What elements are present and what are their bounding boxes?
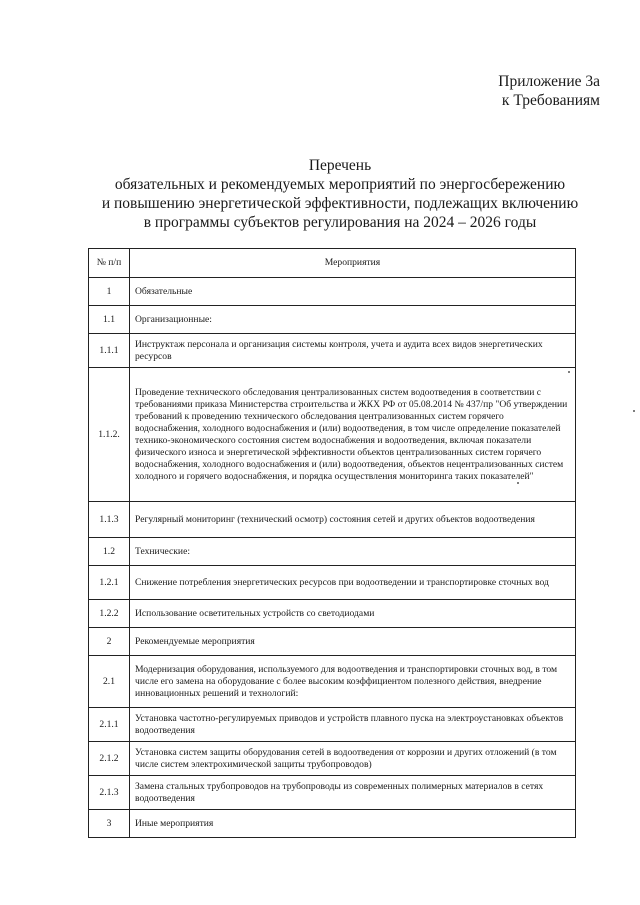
row-text: Технические: [130,538,576,566]
table-row [89,810,576,838]
row-text: Установка частотно-регулируемых приводов и устройств плавного пуска на электроустановках объектов водоотведения [130,708,576,742]
table-row [89,600,576,628]
appendix-line-1: Приложение 3а [498,73,600,90]
table-header-row [89,249,576,278]
table-row [89,334,576,368]
row-text: Рекомендуемые мероприятия [130,628,576,656]
table-row [89,306,576,334]
row-text: Замена стальных трубопроводов на трубопроводы из современных полимерных материалов в сетях водоотведения [130,776,576,810]
table-row [89,708,576,742]
table-row [89,656,576,708]
row-num: 1.1.3 [89,502,130,538]
measures-table [88,248,576,838]
row-text: Регулярный мониторинг (технический осмотр) состояния сетей и других объектов водоотведения [130,502,576,538]
title-line-3: и повышению энергетической эффективности, подлежащих включению [101,195,579,212]
row-num: 1.1.2. [89,368,130,502]
row-text: Проведение технического обследования централизованных систем водоотведения в соответствии с требованиями приказа Министерства строительства и ЖКХ РФ от 05.08.2014 № 437/пр "Об утверждении требований к проведению технического обследования централизованных систем горячего водоснабжения, холодного водоснабжения и (или) водоотведения, в том числе определение показателей технико-экономического состояния систем водоснабжения и водоотведения, включая показатели физического износа и энергетической эффективности объектов централизованных систем горячего водоснабжения, холодного водоснабжения и (или) водоотведения, объектов нецентрализованных систем холодного и горячего водоснабжения, и порядка осуществления мониторинга таких показателей" [130,368,576,502]
row-num: 3 [89,810,130,838]
row-num: 1.1.1 [89,334,130,368]
scan-speck [517,482,519,484]
row-num: 2.1.3 [89,776,130,810]
appendix-reference [498,72,600,110]
appendix-line-2: к Требованиям [501,92,600,109]
title-line-4: в программы субъектов регулирования на 2024 – 2026 годы [143,214,537,231]
row-num: 1.1 [89,306,130,334]
header-measure: Мероприятия [130,249,576,278]
table-row [89,538,576,566]
row-num: 2.1.1 [89,708,130,742]
row-num: 1 [89,278,130,306]
table-row [89,628,576,656]
row-num: 2 [89,628,130,656]
table-row [89,566,576,600]
row-text: Установка систем защиты оборудования сетей в водоотведения от коррозии и других отложений (в том числе систем электрохимической защиты трубопроводов) [130,742,576,776]
table-row [89,502,576,538]
row-num: 1.2.2 [89,600,130,628]
row-num: 2.1.2 [89,742,130,776]
row-text: Снижение потребления энергетических ресурсов при водоотведении и транспортировке сточных вод [130,566,576,600]
row-num: 1.2.1 [89,566,130,600]
row-num: 1.2 [89,538,130,566]
row-text: Инструктаж персонала и организация системы контроля, учета и аудита всех видов энергетических ресурсов [130,334,576,368]
title-line-2: обязательных и рекомендуемых мероприятий по энергосбережению [114,176,566,193]
scan-speck [568,371,570,373]
row-text: Модернизация оборудования, используемого для водоотведения и транспортировки сточных вод, в том числе его замена на оборудование с более высоким коэффициентом полезного действия, внедрение инновационных решений и технологий: [130,656,576,708]
header-num: № п/п [89,249,130,278]
row-text: Иные мероприятия [130,810,576,838]
row-num: 2.1 [89,656,130,708]
table-row [89,368,576,502]
title-line-1: Перечень [308,157,372,174]
row-text: Организационные: [130,306,576,334]
table-row [89,278,576,306]
document-title [60,156,620,232]
table-row [89,776,576,810]
row-text: Использование осветительных устройств со светодиодами [130,600,576,628]
scan-speck [633,410,635,412]
row-text: Обязательные [130,278,576,306]
table-row [89,742,576,776]
